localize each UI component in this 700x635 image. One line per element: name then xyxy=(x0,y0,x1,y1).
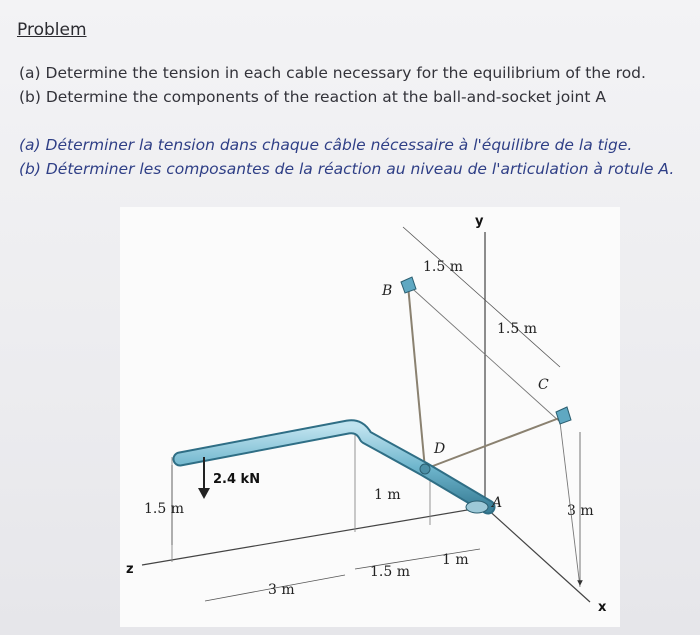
french-part-a: (a) Déterminer la tension dans chaque câble nécessaire à l'équilibre de la tige. xyxy=(19,136,633,154)
z-axis-label: z xyxy=(126,562,134,577)
rod xyxy=(180,427,488,507)
dim-rod-offset: 1 m xyxy=(374,487,401,503)
label-d: D xyxy=(434,441,446,457)
construction-line xyxy=(405,282,560,422)
english-part-b: (b) Determine the components of the reaction at the ball-and-socket joint A xyxy=(19,88,606,106)
x-axis xyxy=(485,507,590,602)
ball-socket-a xyxy=(466,501,488,513)
cable-bd xyxy=(408,285,425,469)
rod-cable-figure xyxy=(120,207,620,627)
figure-drawing xyxy=(120,207,620,627)
rod-outline xyxy=(180,427,488,507)
problem-heading: Problem xyxy=(17,20,87,40)
cable-cd xyxy=(425,417,562,469)
anchor-b xyxy=(401,277,416,293)
y-axis-label: y xyxy=(475,214,484,229)
dim-top-c: 1.5 m xyxy=(497,321,537,337)
english-part-a: (a) Determine the tension in each cable necessary for the equilibrium of the rod. xyxy=(19,64,646,82)
french-part-b: (b) Déterminer les composantes de la réaction au niveau de l'articulation à rotule A. xyxy=(19,160,675,178)
dim-right-height: 3 m xyxy=(567,503,594,519)
dim-bottom-left: 3 m xyxy=(268,582,295,598)
dim-left-height: 1.5 m xyxy=(144,501,184,517)
point-d-marker xyxy=(420,464,430,474)
label-c: C xyxy=(538,377,549,393)
load-label: 2.4 kN xyxy=(213,472,261,487)
label-b: B xyxy=(382,283,393,299)
dim-bottom-right: 1 m xyxy=(442,552,469,568)
dim-bottom-mid: 1.5 m xyxy=(370,564,410,580)
anchor-c xyxy=(556,407,571,424)
x-axis-label: x xyxy=(598,600,607,615)
load-arrow-head xyxy=(198,488,210,499)
label-a: A xyxy=(492,495,503,511)
dim-top-b: 1.5 m xyxy=(423,259,463,275)
